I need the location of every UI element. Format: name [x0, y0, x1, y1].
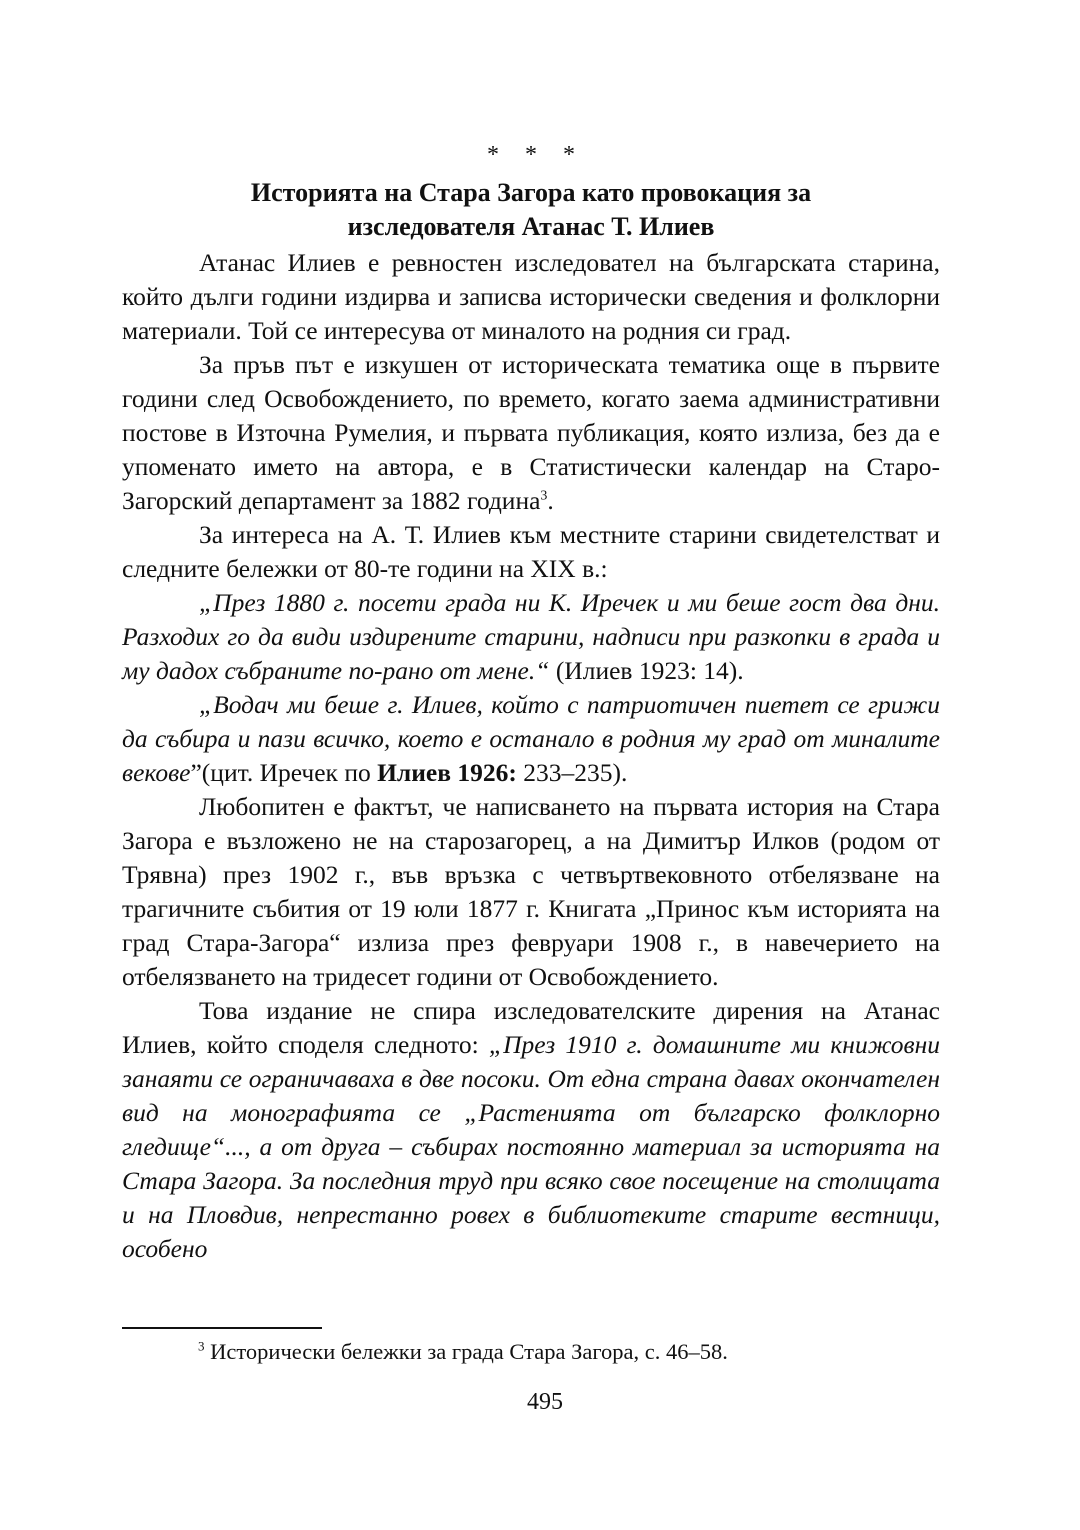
quote-2-citation-a: ”(цит. Иречек по	[190, 758, 378, 787]
quote-2-text: „Водач ми беше г. Илиев, който с патриотичен пиетет се грижи да събира и пази всичко, което е останало в родния му град от миналите векове	[122, 690, 940, 787]
quote-1-text: „През 1880 г. посети града ни К. Иречек и ми беше гост два дни. Разходих го да види издирените старини, надписи при разкопки в града и му дадох събраните по-рано от мене.“	[122, 588, 940, 685]
footnote-ref: 3	[540, 488, 548, 504]
quote-1-citation: (Илиев 1923: 14).	[549, 656, 744, 685]
paragraph-5-text: Това издание не спира изследователските дирения на Атанас Илиев, който споделя следното:	[122, 996, 940, 1059]
section-title-line-2: изследователя Атанас Т. Илиев	[347, 212, 715, 241]
footnote-text: Исторически бележки за града Стара Загора, с. 46–58.	[204, 1339, 728, 1364]
paragraph-5-quote: „През 1910 г. домашните ми книжовни занаяти се ограничаваха в две посоки. От една страна давах окончателен вид на монографията се „Растенията от българско фолклорно гледище“..., а от друга – събирах постоянно материал за историята на Стара Загора. За последния труд при всяко свое посещение на столицата и на Пловдив, непрестанно ровех в библиотеките старите вестници, особено	[122, 1030, 940, 1263]
paragraph-5	[122, 994, 940, 1266]
paragraph-3: За интереса на А. Т. Илиев към местните старини свидетелстват и следните бележки от 80-те години на XIX в.:	[122, 520, 940, 583]
quote-2-citation-bold: Илиев 1926:	[377, 758, 517, 787]
footnote-number: 3	[198, 1338, 205, 1354]
section-title-line-1: Историята на Стара Загора като провокация за	[250, 178, 812, 207]
paragraph-2	[122, 348, 940, 518]
quote-2	[122, 688, 940, 790]
quote-2-citation-b: 233–235).	[516, 758, 628, 787]
paragraph-1: Атанас Илиев е ревностен изследовател на българската старина, който дълги години издирва и записва исторически сведения и фолклорни материали. Той се интересува от миналото на родния си град.	[122, 248, 940, 345]
paragraph-2-text: За пръв път е изкушен от историческата тематика още в първите години след Освобождението, по времето, когато заема административни постове в Източна Румелия, и първата публикация, която излиза, без да е упоменато името на автора, е в Статистически календар на Старо-Загорский департамент за 1882 година	[122, 350, 940, 515]
page-number: 495	[527, 1389, 563, 1415]
quote-1	[122, 586, 940, 688]
section-title	[122, 176, 940, 244]
paragraph-2-end: .	[547, 486, 554, 515]
section-separator: * * *	[487, 142, 585, 168]
footnote-divider	[122, 1327, 322, 1329]
footnote	[198, 1337, 728, 1367]
main-text	[122, 138, 940, 1266]
paragraph-4: Любопитен е фактът, че написването на първата история на Стара Загора е възложено не на старозагорец, а на Димитър Илков (родом от Трявна) през 1902 г., във връзка с четвъртвековното отбелязване на трагичните събития от 19 юли 1877 г. Книгата „Принос към историята на град Стара-Загора“ излиза през февруари 1908 г., в навечерието на отбелязването на тридесет години от Освобождението.	[122, 792, 940, 991]
